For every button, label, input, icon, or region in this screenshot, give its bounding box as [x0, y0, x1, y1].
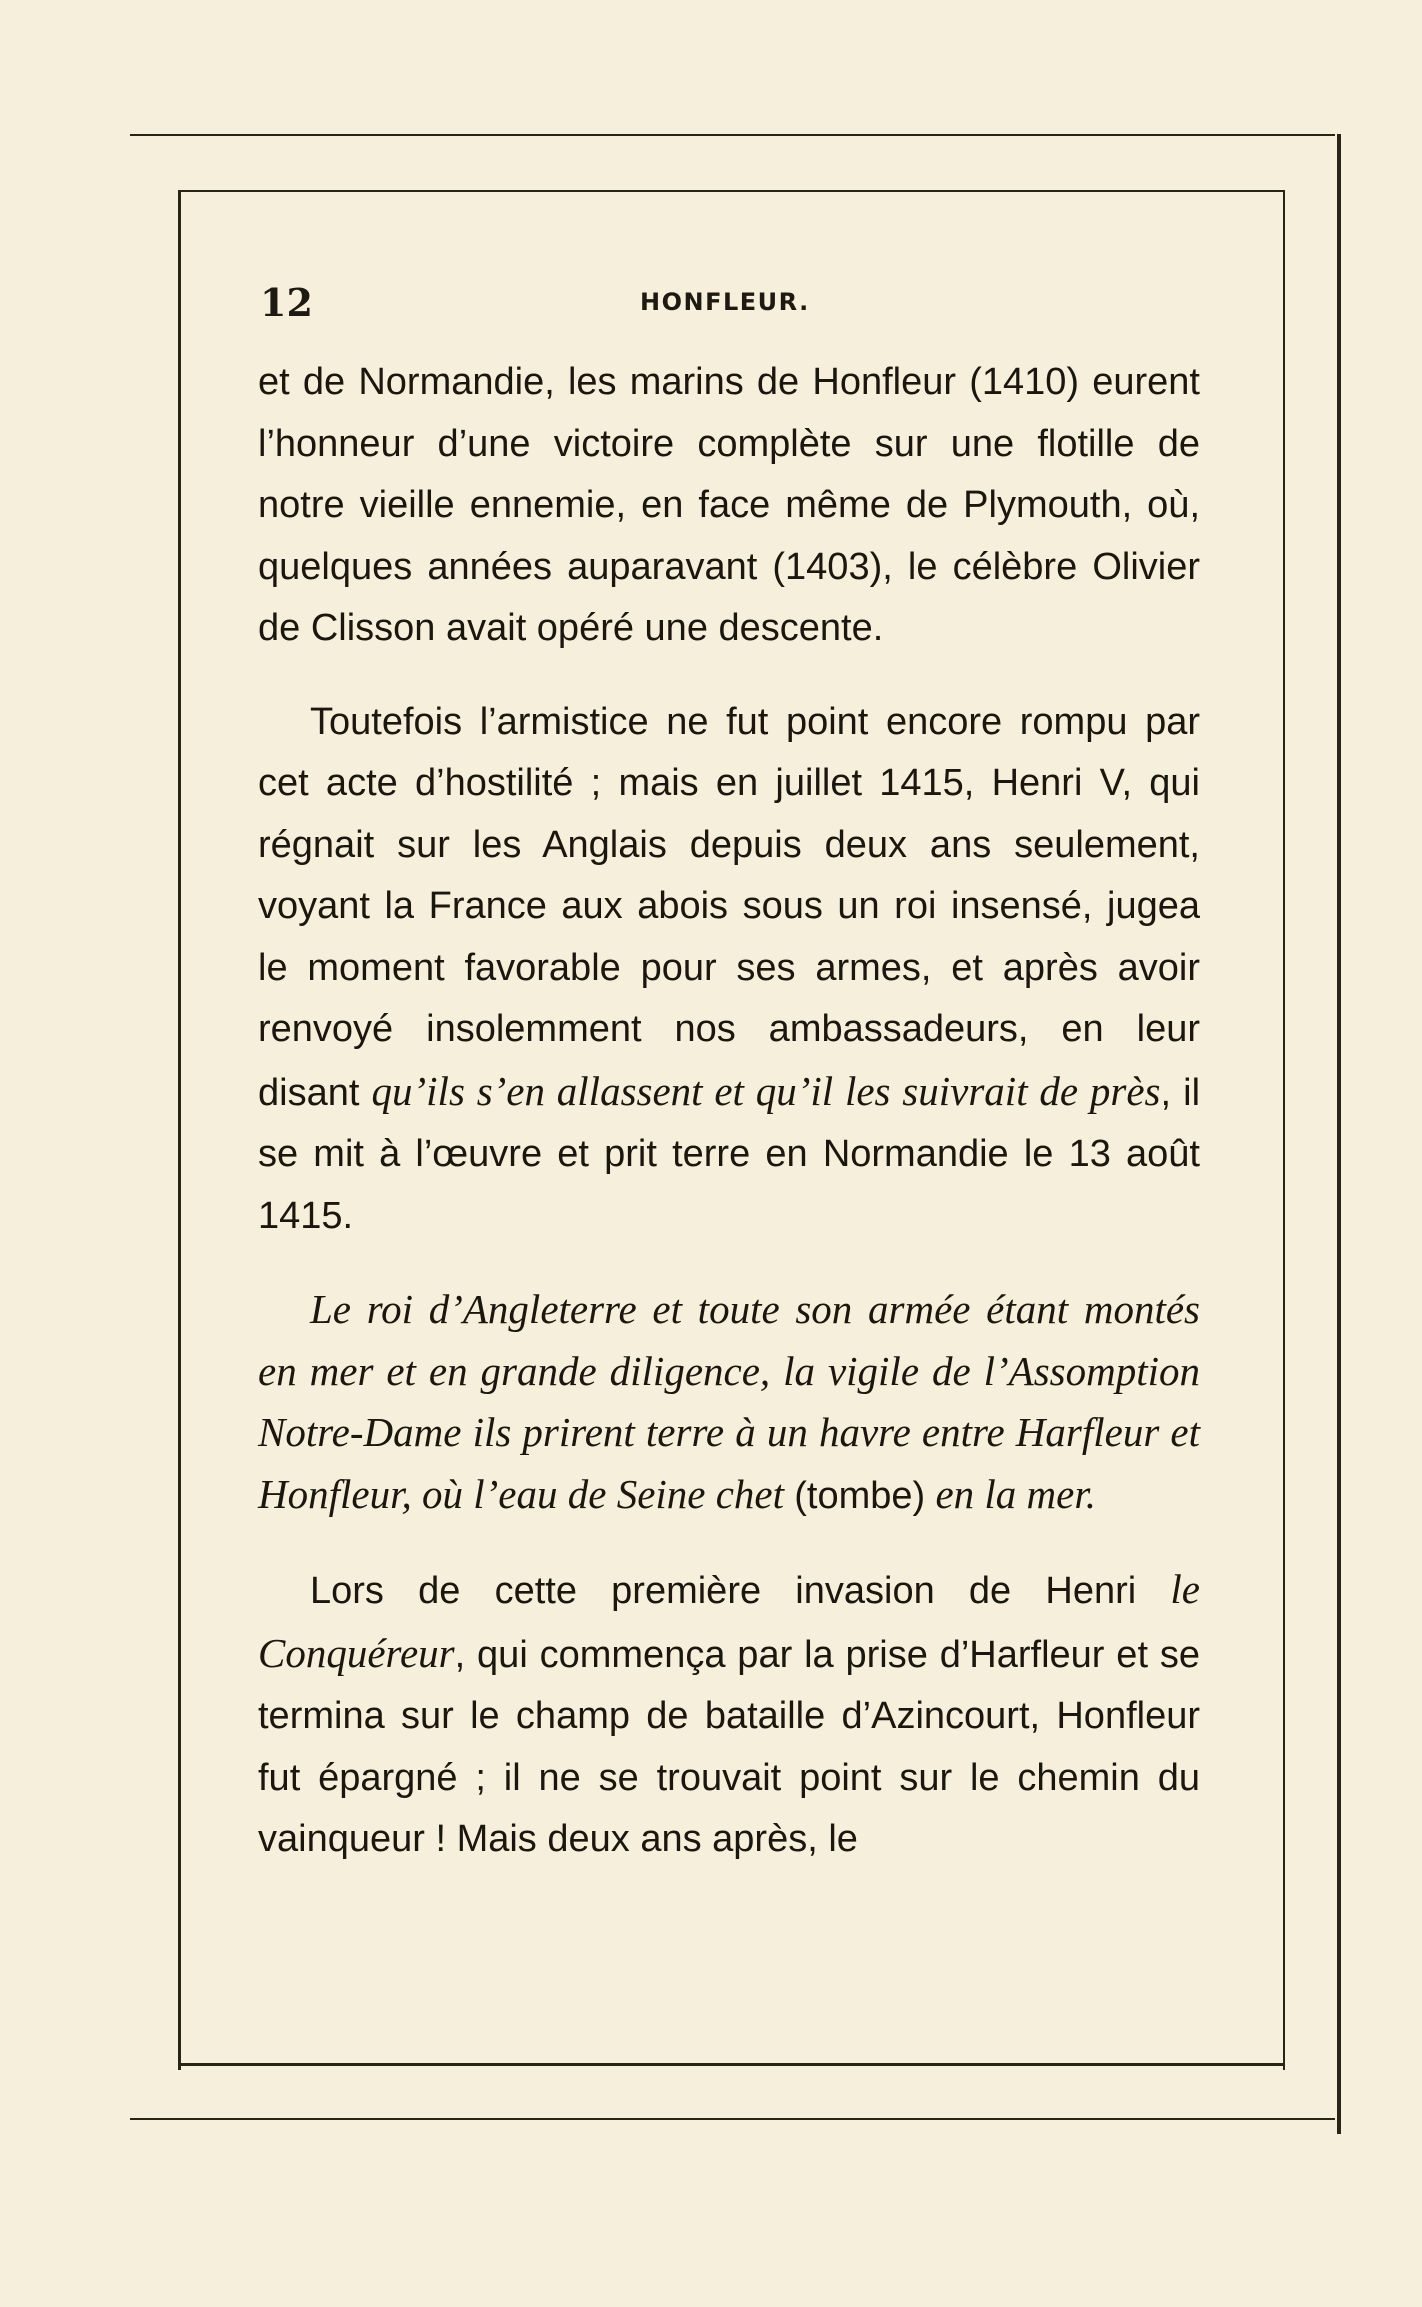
- right-frame-line: [1283, 190, 1285, 2070]
- top-rule-inner: [180, 190, 1285, 192]
- right-outer-edge: [1337, 134, 1341, 2134]
- paragraph-3-italic: Le roi d’Angleterre et toute son armée étant montés en mer et en grande diligence, la vigile de l’Assomption Notre-Dame ils prirent terre à un havre entre Harfleur et Honfleur, où l’eau de Seine chet: [258, 1286, 1200, 1517]
- top-rule-outer: [130, 134, 1335, 136]
- paragraph-3-chronicle-quote: [258, 1279, 1200, 1527]
- paragraph-2-italic-quote: qu’ils s’en allassent et qu’il les suivrait de près: [371, 1067, 1161, 1114]
- page-text: [258, 352, 1200, 1871]
- paragraph-4-text-end: , qui commença par la prise d’Harfleur et se termina sur le champ de bataille d’Azincourt, Honfleur fut épargné ; il ne se trouvait point sur le chemin du vainqueur ! Mais deux ans après, le: [258, 1633, 1200, 1860]
- paragraph-3-italic-end: en la mer.: [935, 1470, 1096, 1517]
- page-number: 12: [260, 280, 313, 325]
- paragraph-3-gloss: (tombe): [794, 1474, 926, 1517]
- page-header: [180, 270, 1210, 340]
- running-head: HONFLEUR.: [640, 288, 810, 316]
- bottom-rule-outer: [130, 2118, 1335, 2120]
- paragraph-4-text: Lors de cette première invasion de Henri: [310, 1570, 1137, 1612]
- left-frame-line: [178, 190, 181, 2070]
- paragraph-4-italic-epithet: le Conquéreur: [258, 1566, 1200, 1676]
- paragraph-2-text: Toutefois l’armistice ne fut point encore rompu par cet acte d’hostilité ; mais en juillet 1415, Henri V, qui régnait sur les Anglais depuis deux ans seulement, voyant la France aux abois sous un roi insensé, jugea le moment favorable pour ses armes, et après avoir renvoyé insolemment nos ambassadeurs, en leur disant: [258, 700, 1200, 1114]
- paragraph-2-text-end: , il se mit à l’œuvre et prit terre en Normandie le 13 août 1415.: [258, 1071, 1201, 1237]
- paragraph-2: [258, 692, 1200, 1248]
- bottom-rule-inner: [180, 2063, 1285, 2066]
- paragraph-1: et de Normandie, les marins de Honfleur (1410) eurent l’honneur d’une victoire complète sur une flotille de notre vieille ennemie, en face même de Plymouth, où, quelques années auparavant (1403), le célèbre Olivier de Clisson avait opéré une descente.: [258, 361, 1200, 649]
- paragraph-4: [258, 1559, 1200, 1871]
